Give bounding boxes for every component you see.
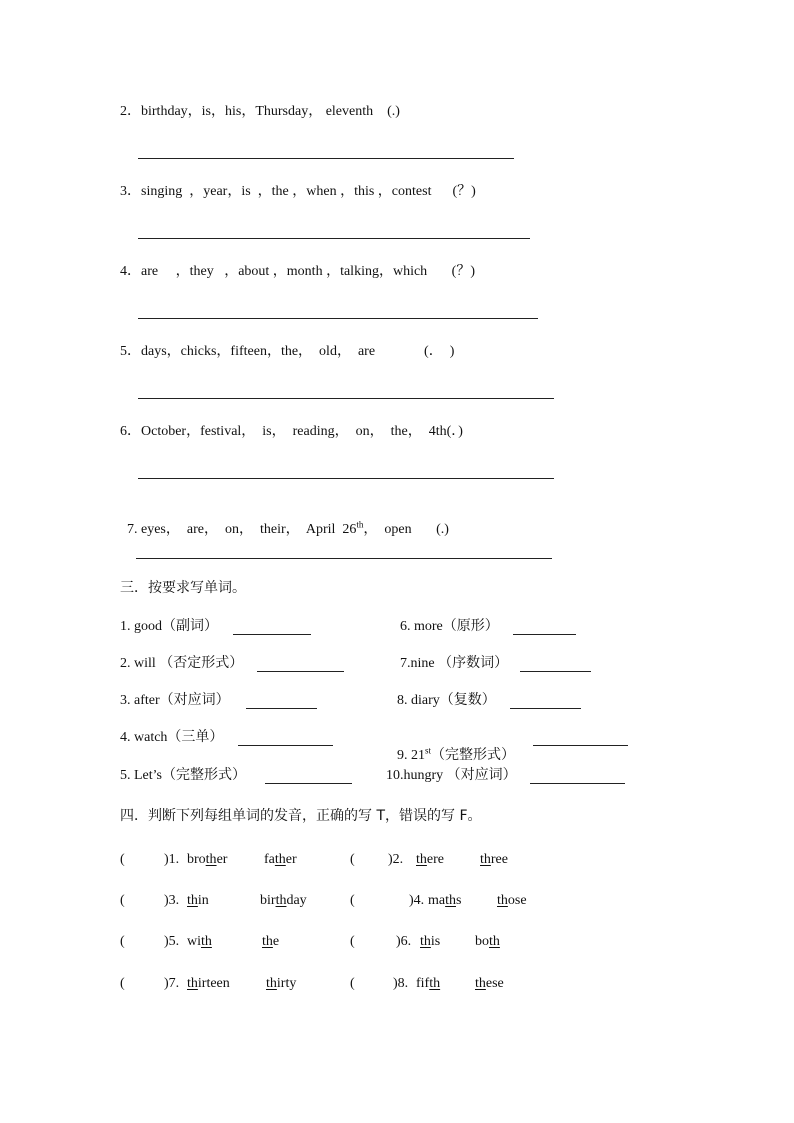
phonics-word xyxy=(260,892,307,910)
word-task-6 xyxy=(400,618,499,636)
question-number: )3. xyxy=(164,893,180,908)
underlined-th: th xyxy=(416,852,427,867)
section4-title: 四．判断下列每组单词的发音，正确的写 T，错误的写 F。 xyxy=(120,808,482,824)
task-label: 7.nine （序数词） xyxy=(400,656,509,671)
reorder-text: 7. eyes， are， on， their， April 26 xyxy=(127,522,357,537)
answer-blank-open[interactable]: ( xyxy=(350,852,355,867)
word-task-5 xyxy=(120,767,246,785)
word-part: s xyxy=(456,893,462,908)
answer-blank-open[interactable]: ( xyxy=(120,893,125,908)
word-task-2 xyxy=(120,655,243,673)
answer-line[interactable] xyxy=(136,558,552,559)
phonics-word xyxy=(264,851,297,869)
phonics-word xyxy=(475,933,500,951)
reorder-item-6: 6．October，festival， is， reading， on， the， 4th(．) xyxy=(120,424,463,439)
question-number: )6. xyxy=(396,934,412,949)
word-part: is xyxy=(430,934,441,949)
phonics-word xyxy=(420,933,440,951)
word-task-3 xyxy=(120,692,230,710)
answer-line[interactable] xyxy=(513,634,576,635)
underlined-th: th xyxy=(187,976,198,991)
phonics-word xyxy=(187,892,209,910)
answer-blank-open[interactable]: ( xyxy=(120,852,125,867)
underlined-th: th xyxy=(475,976,486,991)
word-part: ese xyxy=(485,976,504,991)
task-label: 9. 21 xyxy=(397,748,425,763)
underlined-th: th xyxy=(274,852,286,867)
task-label: 3. after（对应词） xyxy=(120,693,230,708)
word-part: ree xyxy=(490,852,508,867)
word-task-7 xyxy=(400,655,508,673)
task-label: 8. diary（复数） xyxy=(397,693,496,708)
answer-line[interactable] xyxy=(138,478,554,479)
question-number: )4. xyxy=(409,893,425,908)
word-task-9 xyxy=(390,729,515,765)
phonics-word xyxy=(416,851,444,869)
word-part: fa xyxy=(264,852,275,867)
answer-line[interactable] xyxy=(265,783,352,784)
reorder-item-3: 3．singing ，year，is ，the ，when ，this ，contest (？) xyxy=(120,184,476,199)
phonics-word xyxy=(416,975,440,993)
ordinal-suffix: th xyxy=(356,519,364,530)
reorder-text: ， open (.) xyxy=(363,522,449,537)
word-part: bo xyxy=(475,934,489,949)
word-part: wi xyxy=(187,934,201,949)
answer-blank-open[interactable]: ( xyxy=(120,934,125,949)
underlined-th: th xyxy=(429,976,441,991)
word-part: e xyxy=(272,934,280,949)
question-number: )8. xyxy=(393,976,409,991)
underlined-th: th xyxy=(262,934,273,949)
answer-blank-open[interactable]: ( xyxy=(120,976,125,991)
answer-line[interactable] xyxy=(530,783,625,784)
reorder-item-2: 2．birthday，is，his，Thursday， eleventh (.) xyxy=(120,104,400,119)
reorder-item-5: 5．days，chicks，fifteen，the， old， are (． ) xyxy=(120,344,455,359)
task-label: 10.hungry （对应词） xyxy=(386,768,517,783)
underlined-th: th xyxy=(187,893,198,908)
task-label: 1. good（副词） xyxy=(120,619,218,634)
answer-blank-open[interactable]: ( xyxy=(350,976,355,991)
underlined-th: th xyxy=(489,934,500,949)
reorder-item-4: 4．are ，they ，about ，month ，talking，which (？) xyxy=(120,264,475,279)
underlined-th: th xyxy=(205,852,217,867)
answer-line[interactable] xyxy=(246,708,317,709)
section3-title: 三．按要求写单词。 xyxy=(120,580,246,596)
phonics-word xyxy=(475,975,504,993)
word-part: day xyxy=(286,893,307,908)
question-number: )5. xyxy=(164,934,180,949)
task-label: 5. Let’s（完整形式） xyxy=(120,768,246,783)
task-label: 2. will （否定形式） xyxy=(120,656,244,671)
underlined-th: th xyxy=(266,976,277,991)
answer-line[interactable] xyxy=(520,671,591,672)
underlined-th: th xyxy=(480,852,491,867)
word-part: in xyxy=(197,893,209,908)
word-task-8 xyxy=(397,692,496,710)
answer-line[interactable] xyxy=(138,398,554,399)
phonics-word xyxy=(428,892,461,910)
phonics-word xyxy=(187,975,230,993)
word-task-4 xyxy=(120,729,223,747)
phonics-word xyxy=(187,851,227,869)
answer-blank-open[interactable]: ( xyxy=(350,893,355,908)
task-label: （完整形式） xyxy=(431,748,516,763)
word-part: er xyxy=(216,852,228,867)
underlined-th: th xyxy=(275,893,287,908)
underlined-th: th xyxy=(201,934,212,949)
task-label: 4. watch（三单） xyxy=(120,730,224,745)
phonics-word xyxy=(480,851,508,869)
word-task-10 xyxy=(386,767,517,785)
word-part: fif xyxy=(416,976,430,991)
word-part: er xyxy=(285,852,297,867)
answer-line[interactable] xyxy=(138,158,514,159)
word-part: bir xyxy=(260,893,276,908)
phonics-word xyxy=(187,933,212,951)
phonics-word xyxy=(262,933,279,951)
answer-line[interactable] xyxy=(233,634,311,635)
question-number: )1. xyxy=(164,852,180,867)
question-number: )2. xyxy=(388,852,404,867)
word-part: bro xyxy=(187,852,206,867)
reorder-item-7 xyxy=(120,503,449,539)
phonics-word xyxy=(497,892,527,910)
answer-line[interactable] xyxy=(533,745,628,746)
task-label: 6. more（原形） xyxy=(400,619,499,634)
underlined-th: th xyxy=(445,893,456,908)
ordinal-suffix: st xyxy=(425,745,432,756)
word-part: irteen xyxy=(197,976,230,991)
phonics-word xyxy=(266,975,296,993)
word-part: ose xyxy=(507,893,527,908)
answer-line[interactable] xyxy=(138,238,530,239)
answer-line[interactable] xyxy=(257,671,344,672)
answer-blank-open[interactable]: ( xyxy=(350,934,355,949)
question-number: )7. xyxy=(164,976,180,991)
underlined-th: th xyxy=(497,893,508,908)
answer-line[interactable] xyxy=(510,708,581,709)
word-part: irty xyxy=(276,976,297,991)
answer-line[interactable] xyxy=(238,745,333,746)
underlined-th: th xyxy=(420,934,431,949)
word-part: ma xyxy=(428,893,446,908)
word-task-1 xyxy=(120,618,218,636)
answer-line[interactable] xyxy=(138,318,538,319)
word-part: ere xyxy=(426,852,444,867)
